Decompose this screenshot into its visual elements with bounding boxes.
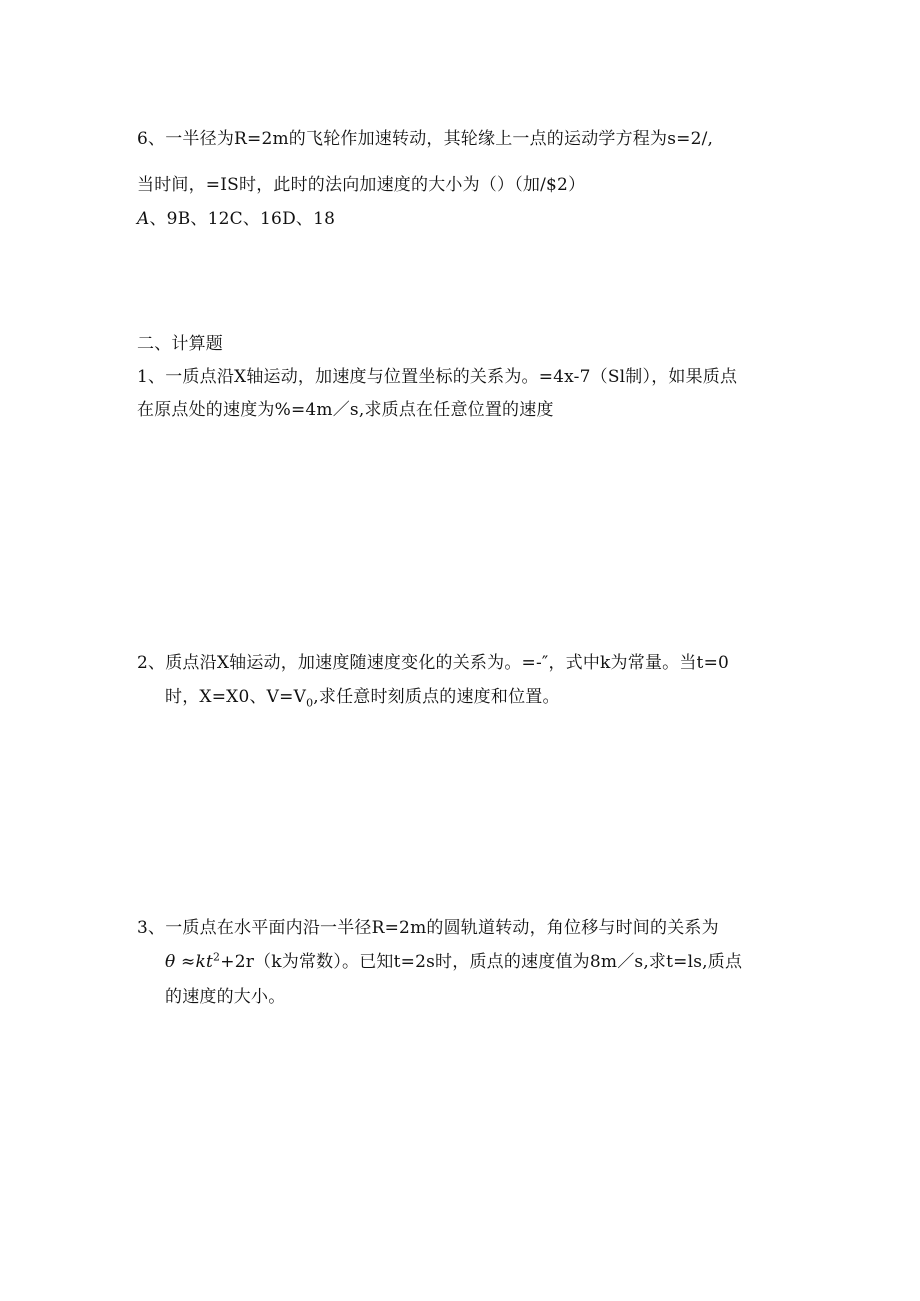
- p3-line-1: 3、一质点在水平面内沿一半径R=2m的圆轨道转动，角位移与时间的关系为: [137, 918, 719, 938]
- p3-theta: θ: [165, 952, 176, 972]
- p3-approx: ≈: [181, 952, 196, 972]
- q6-line-1: 6、一半径为R=2m的飞轮作加速转动，其轮缘上一点的运动学方程为s=2/,: [137, 129, 714, 149]
- p1-line-1: 1、一质点沿X轴运动，加速度与位置坐标的关系为。=4x-7（Sl制），如果质点: [137, 367, 738, 387]
- section-heading: 二、计算题: [137, 334, 223, 354]
- p2-line-1: 2、质点沿X轴运动，加速度随速度变化的关系为。=-″，式中k为常量。当t=0: [137, 653, 730, 673]
- p2-line-2-end: ,求任意时刻质点的速度和位置。: [313, 687, 560, 707]
- q6-options-rest: 、9B、12C、16D、18: [149, 209, 336, 229]
- p2-line-2-start: 时，X=X0、V=V: [165, 687, 307, 707]
- p3-kt: kt: [195, 952, 214, 972]
- p3-line-2-rest: +2r（k为常数）。已知t=2s时，质点的速度值为8m／s,求t=ls,质点: [220, 952, 743, 972]
- p3-superscript: 2: [213, 950, 221, 964]
- q6-options: [137, 208, 335, 230]
- p2-subscript: 0: [306, 696, 314, 710]
- q6-option-a: A: [137, 209, 150, 229]
- q6-line-2: 当时间，=IS时，此时的法向加速度的大小为（）（加/$2）: [137, 175, 586, 195]
- p2-line-2: [165, 686, 560, 708]
- p1-line-2: 在原点处的速度为%=4m／s,求质点在任意位置的速度: [137, 400, 554, 420]
- p3-line-3: 的速度的大小。: [165, 987, 286, 1007]
- p3-line-2: [165, 951, 742, 973]
